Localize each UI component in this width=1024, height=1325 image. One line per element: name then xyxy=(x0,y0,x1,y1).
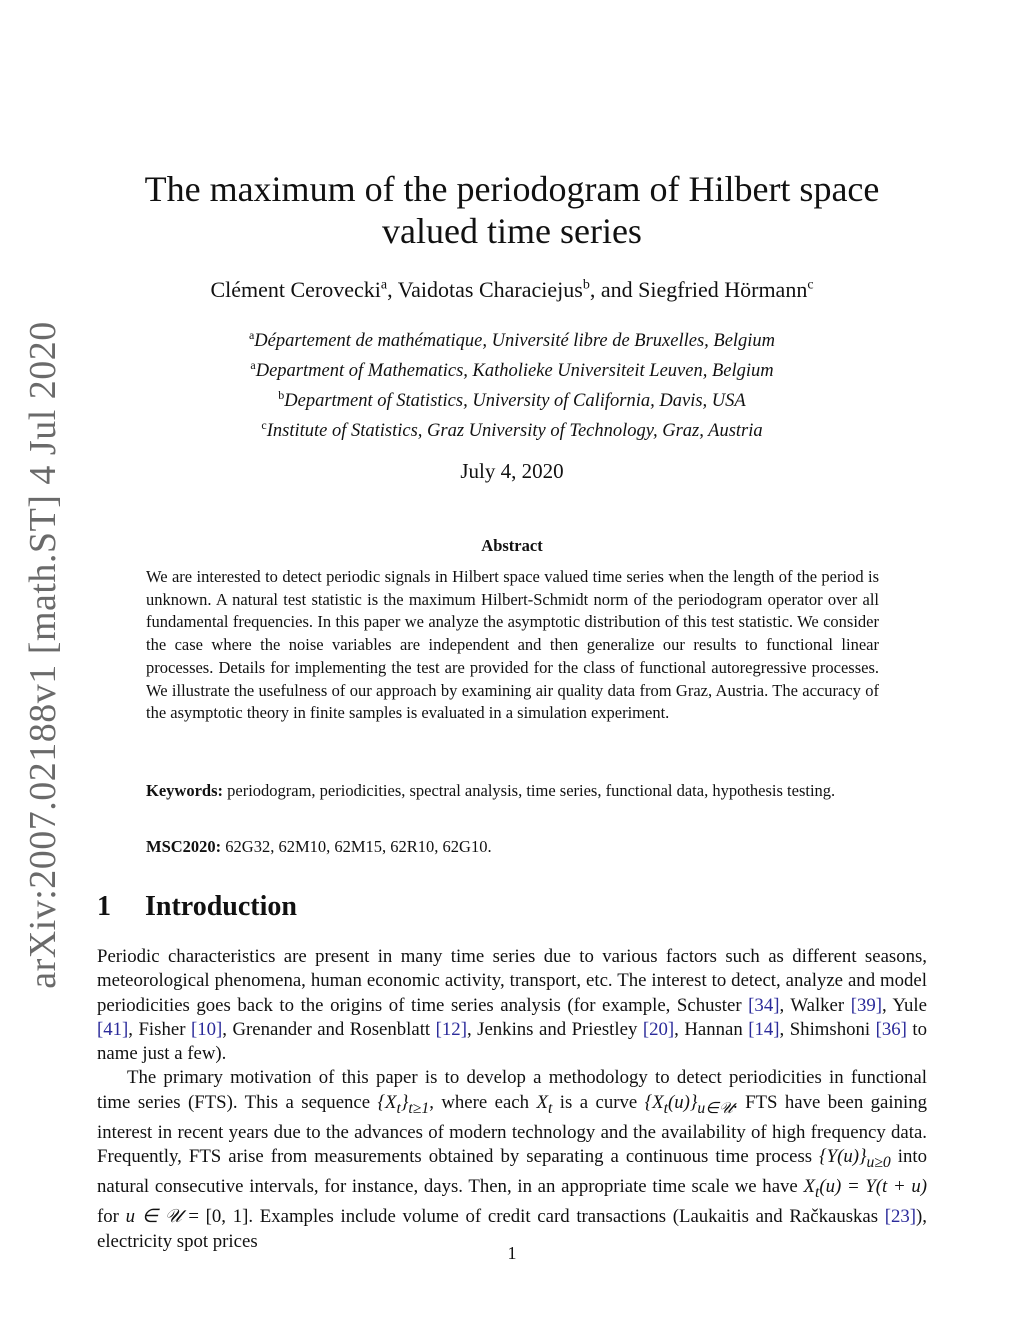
paragraph xyxy=(97,1066,927,1253)
text-run: , Walker xyxy=(779,994,851,1016)
text-run: ), electricity spot prices xyxy=(97,1206,927,1252)
math-part: {X xyxy=(377,1091,397,1113)
text-run: , Hannan xyxy=(674,1018,749,1040)
citation-link[interactable]: [34] xyxy=(748,994,780,1016)
affiliation-text: Institute of Statistics, Graz University of Technology, Graz, Austria xyxy=(266,421,763,442)
math-part: (u)} xyxy=(667,1091,698,1113)
math-expression xyxy=(536,1091,553,1117)
text-run: , where each xyxy=(429,1091,537,1113)
citation-link[interactable]: [39] xyxy=(850,994,882,1016)
affiliation-mark: a xyxy=(248,328,255,342)
text-run: , Yule xyxy=(882,994,927,1016)
citation-link[interactable]: [10] xyxy=(190,1018,223,1040)
affiliation-mark: c xyxy=(807,277,814,293)
text-run: for xyxy=(97,1206,126,1228)
author-separator: , xyxy=(387,277,398,302)
paper-title: The maximum of the periodogram of Hilbert space valued time series xyxy=(144,169,880,251)
math-sub: t≥1 xyxy=(408,1099,430,1117)
keywords-text: periodogram, periodicities, spectral analysis, time series, functional data, hypothesis testing. xyxy=(227,781,836,800)
section-body xyxy=(97,945,927,1254)
math-sub: t xyxy=(547,1099,553,1117)
arxiv-identifier-stamp[interactable] xyxy=(18,321,68,989)
keywords xyxy=(146,780,879,803)
citation-link[interactable]: [36] xyxy=(875,1018,907,1040)
math-part: (u) = Y(t + u) xyxy=(819,1176,927,1198)
author-separator: , and xyxy=(589,277,639,302)
text-run: . FTS have been gaining interest in recent years due to the advances of modern technology and the availability of high frequency data. Frequently, FTS arise from measurements obtained by separating a continuous time process xyxy=(97,1091,927,1168)
text-run: The primary motivation of this paper is to develop a methodology to detect periodicities in functional time series (FTS). This a sequence xyxy=(97,1067,927,1113)
text-run: into natural consecutive intervals, for instance, days. Then, in an appropriate time scale we have xyxy=(97,1146,928,1198)
affiliation-line xyxy=(100,323,924,353)
affiliation-mark: b xyxy=(278,388,285,403)
affiliation-list xyxy=(100,323,924,444)
citation-link[interactable]: [20] xyxy=(642,1018,675,1040)
math-expression xyxy=(819,1146,891,1171)
math-expression xyxy=(803,1176,927,1201)
section-title: Introduction xyxy=(145,891,297,922)
text-run: = [0, 1]. Examples include volume of credit card transactions (Laukaitis and Račkauskas xyxy=(181,1206,885,1228)
publication-date: July 4, 2020 xyxy=(460,459,564,483)
math-sub: u≥0 xyxy=(866,1153,891,1171)
math-expression xyxy=(644,1091,733,1117)
author-list xyxy=(100,277,924,303)
affiliation-mark: b xyxy=(582,277,590,293)
affiliation-mark: a xyxy=(250,358,256,373)
text-run: Periodic characteristics are present in many time series due to various factors such as different seasons, meteorological phenomena, human economic activity, transport, etc. The interest to detect, analyze and model periodicities goes back to the origins of time series analysis (for example, Schuster xyxy=(97,946,927,1016)
citation-link[interactable]: [14] xyxy=(748,1018,780,1040)
affiliation-text: Département de mathématique, Université libre de Bruxelles, Belgium xyxy=(254,331,776,352)
math-part: {Y(u)} xyxy=(819,1146,867,1168)
math-sub: t xyxy=(663,1099,668,1117)
paragraph xyxy=(97,945,927,1066)
author-name: Siegfried Hörmann xyxy=(638,277,808,302)
math-expression xyxy=(377,1091,430,1117)
math-part: X xyxy=(536,1091,548,1113)
affiliation-line xyxy=(100,383,924,413)
math-part: {X xyxy=(644,1091,664,1113)
affiliation-mark: a xyxy=(380,277,388,293)
citation-link[interactable]: [41] xyxy=(97,1018,129,1040)
text-run: is a curve xyxy=(552,1091,645,1113)
affiliation-line xyxy=(100,413,924,443)
author-name: Vaidotas Characiejus xyxy=(397,277,583,302)
affiliation-text: Department of Mathematics, Katholieke Universiteit Leuven, Belgium xyxy=(255,361,774,382)
text-run: to name just a few). xyxy=(97,1018,928,1065)
citation-link[interactable]: [12] xyxy=(435,1018,467,1040)
text-run: , Jenkins and Priestley xyxy=(466,1018,643,1040)
math-sub: t xyxy=(814,1183,820,1201)
text-run: , Grenander and Rosenblatt xyxy=(222,1018,436,1040)
citation-link[interactable]: [23] xyxy=(884,1206,917,1228)
keywords-label: Keywords: xyxy=(146,781,223,800)
affiliation-mark: c xyxy=(261,418,267,433)
msc-label: MSC2020: xyxy=(146,837,222,856)
section-heading xyxy=(97,891,297,923)
msc-text: 62G32, 62M10, 62M15, 62R10, 62G10. xyxy=(225,837,492,856)
page-number: 1 xyxy=(507,1243,517,1263)
math-part: X xyxy=(803,1176,815,1198)
math-part: } xyxy=(400,1091,409,1113)
author-name: Clément Cerovecki xyxy=(210,277,381,302)
section-number: 1 xyxy=(97,891,111,922)
msc-classification xyxy=(146,836,879,859)
text-run: , Shimshoni xyxy=(779,1018,876,1040)
arxiv-identifier-text: arXiv:2007.02188v1 [math.ST] 4 Jul 2020 xyxy=(22,321,64,989)
text-run: , Fisher xyxy=(128,1018,191,1040)
math-sub: t xyxy=(396,1099,401,1117)
math-expression: u ∈ 𝒰 xyxy=(125,1206,182,1228)
math-sub: u∈𝒰 xyxy=(697,1099,733,1117)
affiliation-line xyxy=(100,353,924,383)
abstract-heading: Abstract xyxy=(481,536,543,555)
affiliation-text: Department of Statistics, University of California, Davis, USA xyxy=(284,391,746,412)
abstract-text: We are interested to detect periodic signals in Hilbert space valued time series when the length of the period is unknown. A natural test statistic is the maximum Hilbert-Schmidt norm of the periodogram operator over all fundamental frequencies. In this paper we analyze the asymptotic distribution of this test statistic. We consider the case where the noise variables are independent and then generalize our results to functional linear processes. Details for implementing the test are provided for the class of functional autoregressive processes. We illustrate the usefulness of our approach by examining air quality data from Graz, Austria. The accuracy of the asymptotic theory in finite samples is evaluated in a simulation experiment. xyxy=(146,567,879,723)
